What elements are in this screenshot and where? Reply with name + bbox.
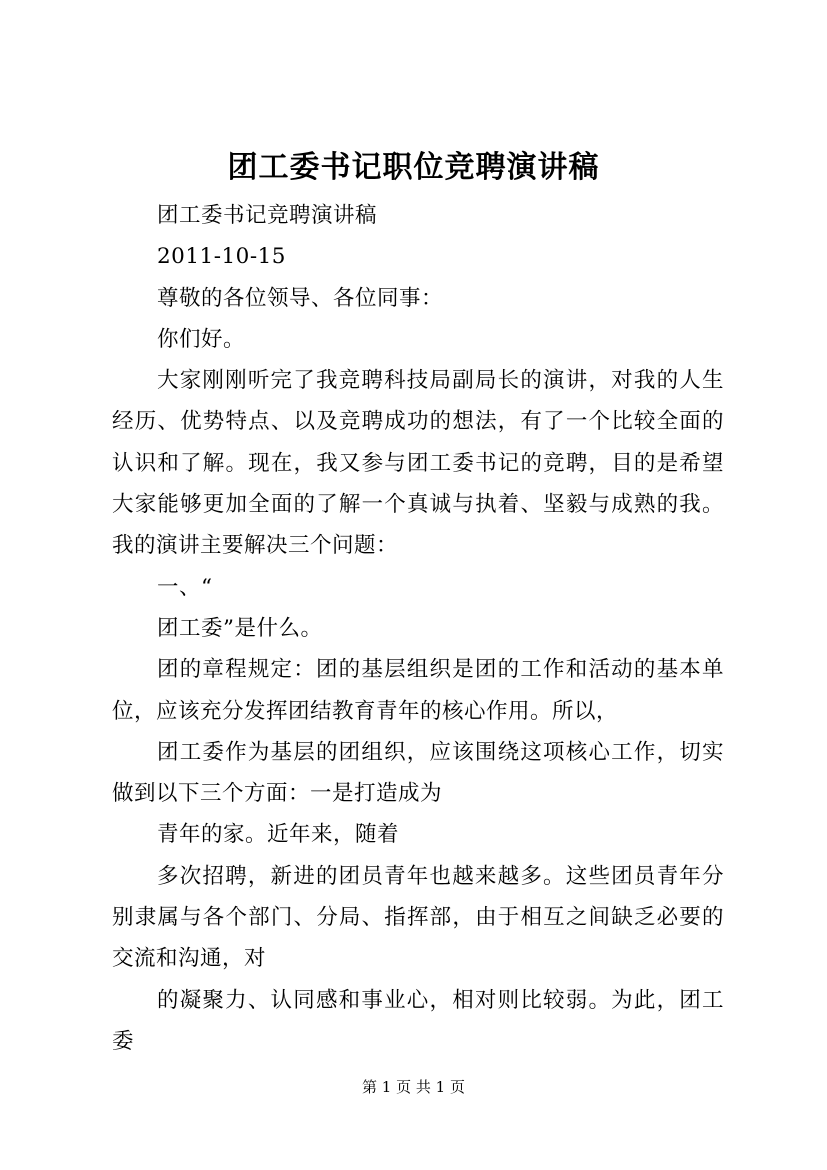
page-footer: 第 1 页 共 1 页 [362, 1078, 465, 1096]
paragraph-subtitle: 团工委书记竞聘演讲稿 [157, 203, 378, 228]
paragraph-three-aspects: 团工委作为基层的团组织，应该围绕这项核心工作，切实做到以下三个方面：一是打造成为 [112, 739, 724, 807]
paragraph-charter: 团的章程规定：团的基层组织是团的工作和活动的基本单位，应该充分发挥团结教育青年的核心作用。所以， [112, 657, 724, 724]
paragraph-recruitment: 多次招聘，新进的团员青年也越来越多。这些团员青年分别隶属与各个部门、分局、指挥部，由于相互之间缺乏必要的交流和沟通，对 [112, 863, 724, 972]
document-title: 团工委书记职位竞聘演讲稿 [227, 150, 600, 185]
document-body [112, 195, 724, 1062]
paragraph-cohesion: 的凝聚力、认同感和事业心，相对则比较弱。为此，团工委 [112, 987, 724, 1054]
paragraph-youth-home: 青年的家。近年来，随着 [157, 822, 400, 848]
paragraph-section-one-heading: 团工委”是什么。 [157, 615, 323, 641]
paragraph-salutation: 尊敬的各位领导、各位同事： [157, 285, 444, 311]
paragraph-section-one-marker: 一、“ [157, 574, 213, 600]
paragraph-greeting: 你们好。 [157, 326, 246, 352]
paragraph-intro: 大家刚刚听完了我竞聘科技局副局长的演讲，对我的人生经历、优势特点、以及竞聘成功的想法，有了一个比较全面的认识和了解。现在，我又参与团工委书记的竞聘，目的是希望大家能够更加全面的了解一个真诚与执着、坚毅与成熟的我。我的演讲主要解决三个问题： [112, 368, 724, 559]
paragraph-date: 2011-10-15 [157, 244, 286, 270]
